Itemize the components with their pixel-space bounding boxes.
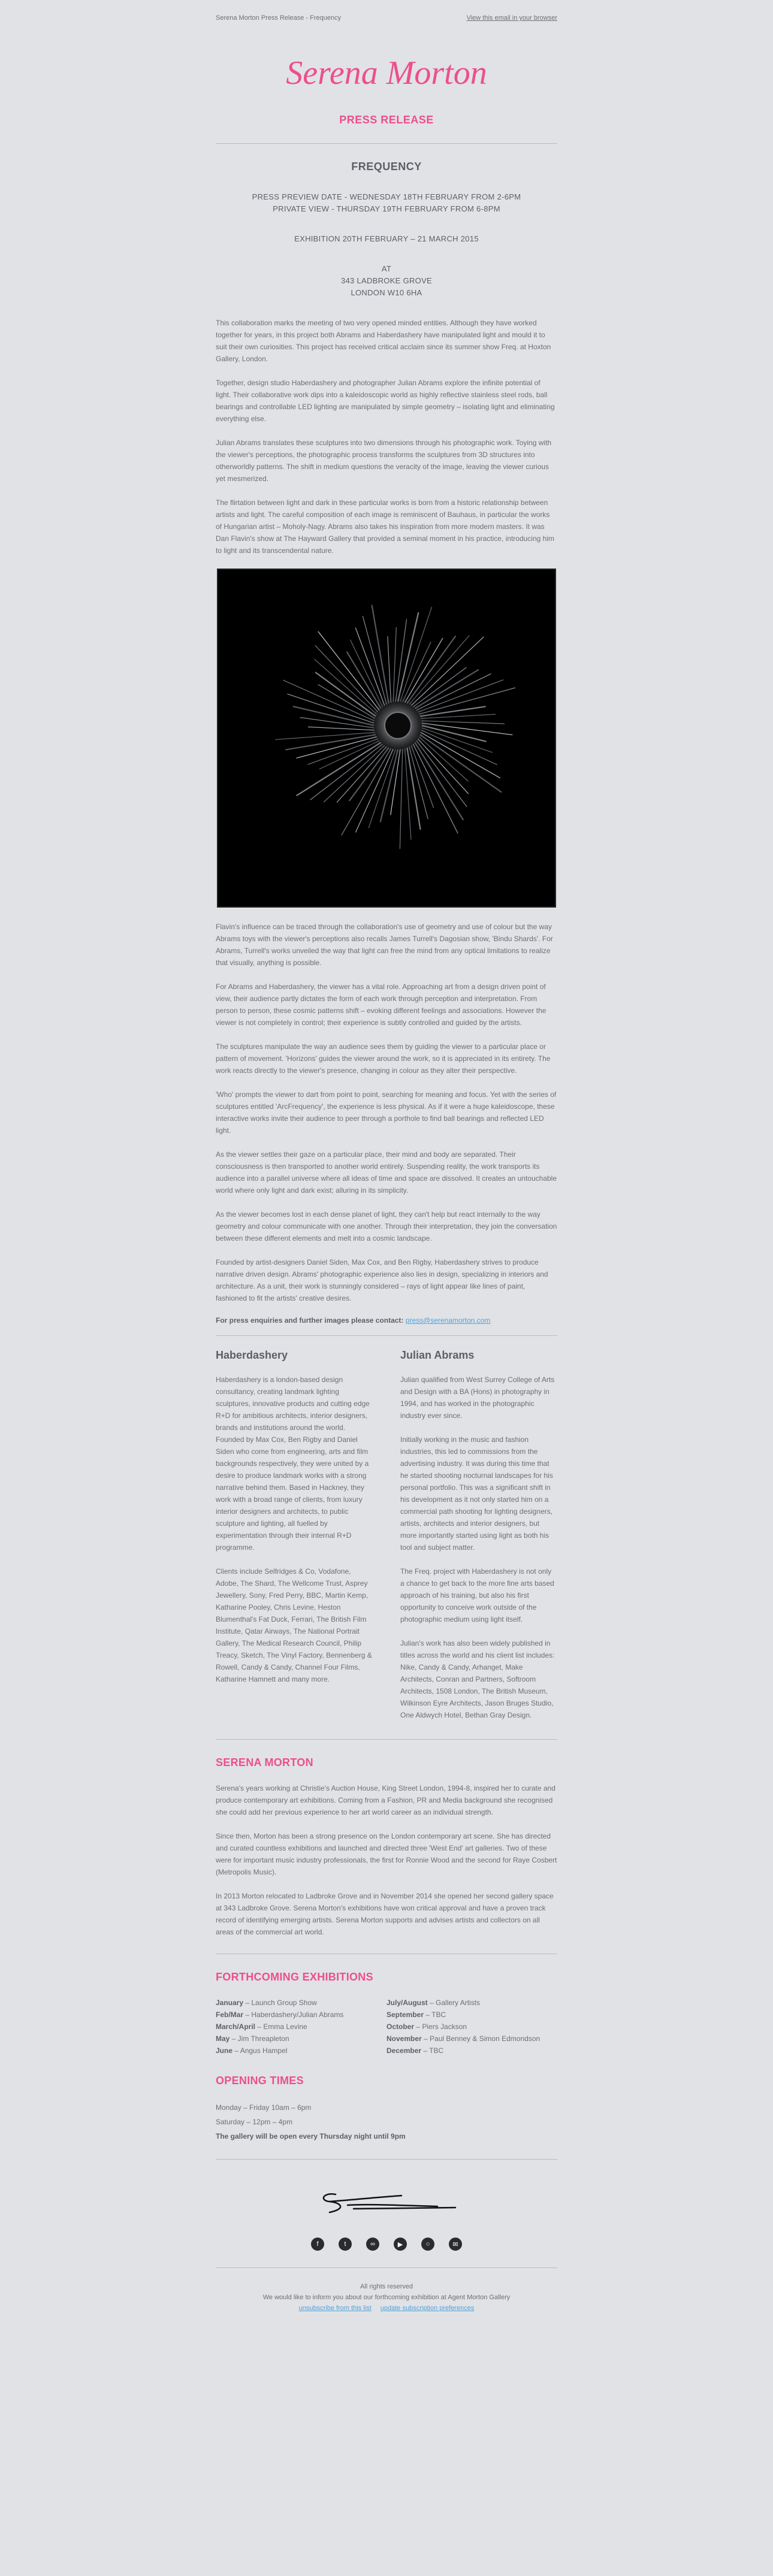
exhibition-row	[216, 1997, 386, 2009]
exhibitions-left-column	[216, 1997, 386, 2057]
update-preferences-link[interactable]: update subscription preferences	[380, 2305, 475, 2312]
exhibition-month: October	[386, 2022, 415, 2031]
view-in-browser-link[interactable]: View this email in your browser	[466, 14, 557, 22]
address-city: LONDON W10 6HA	[351, 288, 422, 297]
private-view-date: PRIVATE VIEW - THURSDAY 19TH FEBRUARY FROM 6-8PM	[273, 204, 500, 213]
logo-text: Serena Morton	[286, 55, 487, 92]
contact-email-link[interactable]: press@serenamorton.com	[405, 1316, 491, 1325]
julian-paragraph: The Freq. project with Haberdashery is not only a chance to get back to the more fine arts based approach of his training, but also his first opportunity to conceive work outside of the photographic medium using light itself.	[400, 1567, 554, 1623]
body-paragraph: For Abrams and Haberdashery, the viewer has a vital role. Approaching art from a design driven point of view, their audience partly dictates the form of each work through perception and interpretation. From person to person, these cosmic patterns shift – evoking different feelings and associations. However the viewer is not completely in control; their experience is subtly controlled and guided by the artists.	[216, 982, 546, 1027]
email-icon[interactable]: ✉	[449, 2238, 462, 2251]
haberdashery-title: Haberdashery	[216, 1349, 288, 1361]
exhibition-row	[386, 2045, 557, 2057]
exhibition-title: – Paul Benney & Simon Edmondson	[421, 2034, 541, 2043]
exhibition-title: – Emma Levine	[255, 2022, 307, 2031]
exhibition-row	[216, 2045, 386, 2057]
body-paragraph: Flavin's influence can be traced through the collaboration's use of geometry and use of colour but the way Abrams toys with the viewer's perceptions also recalls James Turrell's Dagosian show, 'Bindu Shards'. For Abrams, Turrell's works unveiled the way that light can free the mind from any optical limitations to realize that visually, anything is possible.	[216, 923, 553, 967]
exhibition-month: September	[386, 2010, 424, 2019]
preheader-bar	[216, 0, 557, 36]
press-contact	[216, 1316, 557, 1325]
body-paragraph: As the viewer becomes lost in each dense planet of light, they can't help but react internally to the way geometry and colour communicate with one another. Through their interpretation, they join the conversation between these different elements and melt into a cosmic landscape.	[216, 1210, 557, 1242]
exhibition-title: – Piers Jackson	[414, 2022, 467, 2031]
exhibition-row	[386, 2021, 557, 2033]
serena-title: SERENA MORTON	[216, 1756, 313, 1768]
julian-title: Julian Abrams	[400, 1349, 475, 1361]
logo	[216, 36, 557, 92]
divider	[216, 143, 557, 144]
body-paragraph: The sculptures manipulate the way an audience sees them by guiding the viewer to a particular place or pattern of movement. 'Horizons' guides the viewer around the work, so it is appreciated in its entirety. The work reacts directly to the viewer's presence, changing in colour as they alter their perspective.	[216, 1042, 551, 1075]
intro-paragraph: Julian Abrams translates these sculptures into two dimensions through his photographic work. Toying with the viewer's perceptions, the photographic process transforms the sculptures from 3D structures into otherworldly patterns. The shift in medium questions the veracity of the image, leaving the viewer curious yet mesmerized.	[216, 439, 552, 483]
julian-bio	[400, 1349, 557, 1733]
exhibition-month: January	[216, 1998, 244, 2007]
exhibition-title: – TBC	[424, 2010, 446, 2019]
exhibition-title: – Angus Hampel	[232, 2046, 288, 2055]
dates-block	[216, 191, 557, 215]
exhibitions-right-column	[386, 1997, 557, 2057]
preheader-text: Serena Morton Press Release - Frequency	[216, 14, 342, 22]
address-street: 343 LADBROKE GROVE	[340, 276, 433, 285]
opening-hours	[216, 2100, 557, 2143]
serena-paragraph: Serena's years working at Christie's Auction House, King Street London, 1994-8, inspired her to curate and produce contemporary art exhibitions. Coming from a Fashion, PR and Media background she recognised she could add her previous experience to her art world career as an individual strength.	[216, 1784, 555, 1816]
bio-columns	[216, 1349, 557, 1733]
serena-paragraph: In 2013 Morton relocated to Ladbroke Grove and in November 2014 she opened her second gallery space at 343 Ladbroke Grove. Serena Morton's exhibitions have won critical approval and have a proven track record of identifying emerging artists. Serena Morton supports and advises artists and collectors on all areas of the commercial art world.	[216, 1892, 554, 1936]
intro-paragraph: Together, design studio Haberdashery and photographer Julian Abrams explore the infinite potential of light. Their collaborative work dips into a kaleidoscopic world as highly reflective stainless steel rods, ball bearings and controllable LED lighting are manipulated by simple geometry – isolating light and eliminating everything else.	[216, 379, 555, 423]
exhibition-month: March/April	[216, 2022, 256, 2031]
serena-paragraph: Since then, Morton has been a strong presence on the London contemporary art scene. She has directed and curated countless exhibitions and launched and directed three 'West End' art galleries. Two of these were for important music industry professionals, the first for Ronnie Wood and the second for Raye Cosbert (Metropolis Music).	[216, 1832, 557, 1876]
julian-paragraph: Julian qualified from West Surrey College of Arts and Design with a BA (Hons) in photography in 1994, and has worked in the photographic industry ever since.	[400, 1375, 555, 1420]
email-body	[216, 36, 557, 2314]
press-release-label: PRESS RELEASE	[339, 114, 434, 126]
exhibition-title: – Gallery Artists	[427, 1998, 481, 2007]
serena-section	[216, 1756, 557, 1938]
body-paragraph: 'Who' prompts the viewer to dart from point to point, searching for meaning and focus. Yet with the series of sculptures entitled 'ArcFrequency', the experience is less physical. As if it were a huge kaleidoscope, these interactive works invite their audience to peer through a porthole to find ball bearings and reflected LED light.	[216, 1090, 557, 1135]
julian-paragraph: Initially working in the music and fashion industries, this led to commissions from the advertising industry. It was during this time that he started shooting nocturnal landscapes for his personal portfolio. This was a significant shift in his development as it not only started him on a commercial path shooting for lighting designers, artists, architects and interior designers, but more importantly started using light as both his tool and subject matter.	[400, 1435, 553, 1552]
body-paragraph: Founded by artist-designers Daniel Siden, Max Cox, and Ben Rigby, Haberdashery strives to produce narrative driven design. Abrams' photographic experience also lies in design, specializing in interiors and architecture. As a unit, their work is stunningly considered – rays of light appear like lines of paint, fashioned to fit the artists' creative desires.	[216, 1258, 548, 1302]
intro-paragraph: The flirtation between light and dark in these particular works is born from a historic relationship between artists and light. The careful composition of each image is reminiscent of Bauhaus, in particular the works of Hungarian artist – Moholy-Nagy. Abrams also takes his inspiration from more modern masters. It was Dan Flavin's show at The Hayward Gallery that provided a seminal moment in his practice, introducing him to light and its transcendental nature.	[216, 498, 554, 555]
address-block	[216, 263, 557, 299]
body-paragraph: As the viewer settles their gaze on a particular place, their mind and body are separated. Their consciousness is then transported to another world entirely. Suspending reality, the work transports its audience into a parallel universe where all ideas of time and space are dissolved. It creates an untouchable world where only light and dark exist; alluring in its simplicity.	[216, 1150, 557, 1195]
exhibition-month: Feb/Mar	[216, 2010, 244, 2019]
julian-paragraph: Julian's work has also been widely published in titles across the world and his client list includes: Nike, Candy & Candy, Arhanget, Make Architects, Conran and Partners, Softroom Architects, 1508 London, The British Museum, Wilkinson Eyre Architects, Jason Bruges Studio, One Aldwych Hotel, Bethan Gray Design.	[400, 1639, 555, 1719]
footer-notice: We would like to inform you about our forthcoming exhibition at Agent Morton Gallery	[262, 2294, 511, 2301]
divider	[216, 2267, 557, 2268]
forthcoming-section	[216, 1971, 557, 2057]
facebook-icon[interactable]: f	[311, 2238, 324, 2251]
exhibitions-grid	[216, 1997, 557, 2057]
exhibition-month: July/August	[386, 1998, 428, 2007]
exhibition-title: – TBC	[421, 2046, 444, 2055]
exhibition-row	[386, 2009, 557, 2021]
weekday-hours: Monday – Friday 10am – 6pm	[216, 2103, 312, 2112]
divider	[216, 1739, 557, 1740]
saturday-hours: Saturday – 12pm – 4pm	[216, 2118, 293, 2126]
exhibition-month: November	[386, 2034, 422, 2043]
signature-image	[312, 2184, 461, 2220]
exhibition-title: – Launch Group Show	[243, 1998, 317, 2007]
exhibition-month: June	[216, 2046, 233, 2055]
divider	[216, 1335, 557, 1336]
thursday-late-notice: The gallery will be open every Thursday night until 9pm	[216, 2132, 406, 2140]
exhibition-row	[386, 2033, 557, 2045]
intro-paragraph: This collaboration marks the meeting of two very opened minded entities. Although they have worked together for years, in this project both Abrams and Haberdashery have manipulated light and mould it to suit their own curiosities. This project has received critical acclaim since its summer show Freq. at Hoxton Gallery, London.	[216, 319, 551, 363]
unsubscribe-link[interactable]: unsubscribe from this list	[298, 2305, 372, 2312]
exhibition-dates: EXHIBITION 20TH FEBRUARY – 21 MARCH 2015	[294, 234, 479, 243]
opening-section	[216, 2075, 557, 2143]
link-icon[interactable]: ∞	[366, 2238, 379, 2251]
address-at: AT	[381, 264, 392, 273]
exhibition-month: December	[386, 2046, 422, 2055]
haberdashery-paragraph: Clients include Selfridges & Co, Vodafone, Adobe, The Shard, The Wellcome Trust, Asprey Jewellery, Sony, Fred Perry, BBC, Martin Kemp, Katharine Pooley, Chris Levine, Heston Blumenthal's Fat Duck, Ferrari, The British Film Institute, Qatar Airways, The National Portrait Gallery, The Medical Research Council, Philip Treacy, Sketch, The Vinyl Factory, Bennenberg & Rowell, Candy & Candy, Channel Four Films, Katharine Hamnett and many more.	[216, 1567, 372, 1683]
instagram-icon[interactable]: ○	[421, 2238, 434, 2251]
footer-rights: All rights reserved	[360, 2283, 413, 2290]
forthcoming-title: FORTHCOMING EXHIBITIONS	[216, 1971, 373, 1983]
opening-title: OPENING TIMES	[216, 2075, 304, 2087]
contact-label: For press enquiries and further images please contact:	[216, 1316, 404, 1325]
exhibition-row	[216, 2021, 386, 2033]
exhibition-month: May	[216, 2034, 230, 2043]
light-sculpture-photo	[217, 569, 556, 908]
twitter-icon[interactable]: t	[339, 2238, 352, 2251]
haberdashery-paragraph: Haberdashery is a london-based design consultancy, creating landmark lighting sculptures, innovative products and cutting edge R+D for ambitious architects, interior designers, brands and institutions around the world. Founded by Max Cox, Ben Rigby and Daniel Siden who come from engineering, arts and film backgrounds respectively, they were united by a desire to produce landmark works with a strong narrative behind them. Based in Hackney, they work with a broad range of clients, from luxury interior designers and architects, to public sculpture and lighting, all fuelled by experimentation through their internal R+D programme.	[216, 1375, 370, 1552]
exhibition-title: – Haberdashery/Julian Abrams	[243, 2010, 344, 2019]
email-container	[216, 0, 557, 2314]
haberdashery-bio	[216, 1349, 373, 1733]
divider	[216, 2159, 557, 2160]
social-icons	[216, 2238, 557, 2251]
exhibition-title: – Jim Threapleton	[230, 2034, 289, 2043]
youtube-icon[interactable]: ▶	[394, 2238, 407, 2251]
exhibition-row	[216, 2009, 386, 2021]
exhibition-row	[386, 1997, 557, 2009]
preview-date: PRESS PREVIEW DATE - WEDNESDAY 18TH FEBRUARY FROM 2-6PM	[252, 192, 521, 201]
headline: FREQUENCY	[351, 161, 422, 173]
exhibition-row	[216, 2033, 386, 2045]
footer	[216, 2281, 557, 2314]
